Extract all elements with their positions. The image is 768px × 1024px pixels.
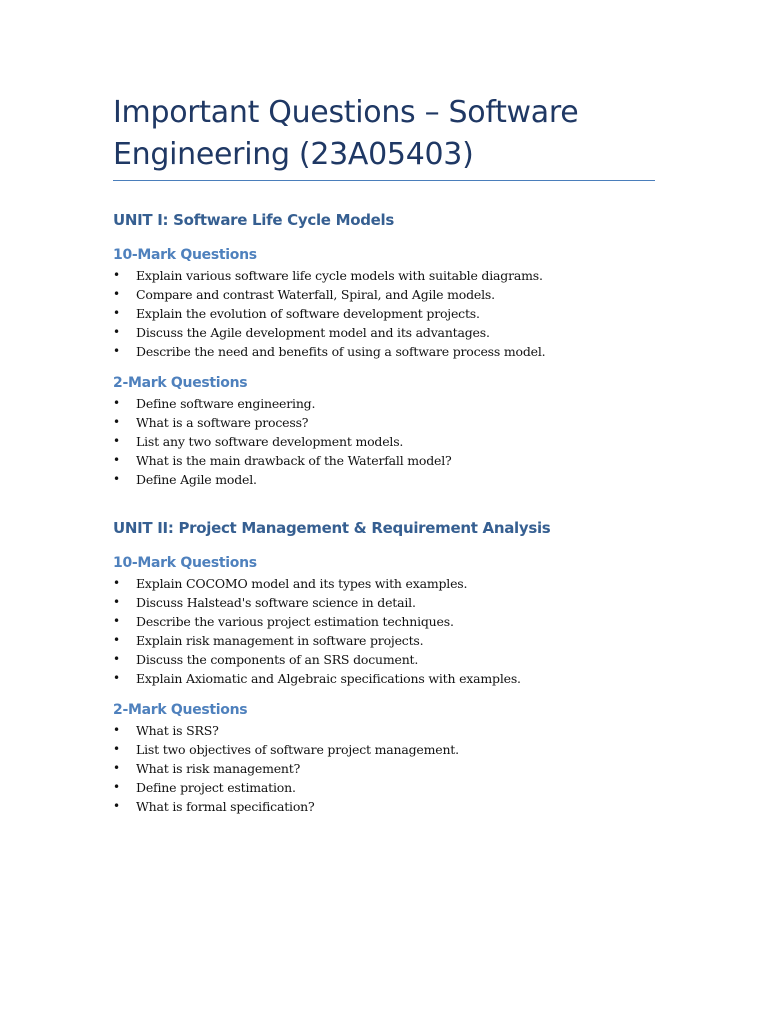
- title-line-1: Important Questions – Software: [113, 95, 579, 130]
- list-item: [113, 650, 655, 669]
- list-item: [113, 574, 655, 593]
- document-page: [113, 92, 655, 816]
- question-text: Discuss Halstead's software science in detail.: [136, 595, 416, 610]
- question-text: What is SRS?: [136, 723, 219, 738]
- list-item: [113, 669, 655, 688]
- unit-heading: UNIT I: Software Life Cycle Models: [113, 211, 394, 229]
- bullet-icon: •: [113, 780, 120, 794]
- subsection-heading: 10-Mark Questions: [113, 555, 257, 571]
- list-item: [113, 470, 655, 489]
- question-text: Define project estimation.: [136, 780, 296, 795]
- question-text: Explain risk management in software projects.: [136, 633, 424, 648]
- list-item: [113, 323, 655, 342]
- subsection-heading: 10-Mark Questions: [113, 247, 257, 263]
- list-item: [113, 266, 655, 285]
- bullet-icon: •: [113, 287, 120, 301]
- bullet-icon: •: [113, 742, 120, 756]
- subsection-heading: 2-Mark Questions: [113, 375, 248, 391]
- question-text: Discuss the Agile development model and its advantages.: [136, 325, 490, 340]
- unit-1-section: [113, 211, 655, 489]
- question-text: Explain COCOMO model and its types with examples.: [136, 576, 468, 591]
- bullet-icon: •: [113, 453, 120, 467]
- question-text: Compare and contrast Waterfall, Spiral, and Agile models.: [136, 287, 495, 302]
- question-list: [113, 394, 655, 489]
- question-text: What is formal specification?: [136, 799, 315, 814]
- question-text: Explain various software life cycle models with suitable diagrams.: [136, 268, 543, 283]
- bullet-icon: •: [113, 633, 120, 647]
- list-item: [113, 631, 655, 650]
- unit-1-two-mark-section: [113, 375, 655, 489]
- bullet-icon: •: [113, 576, 120, 590]
- bullet-icon: •: [113, 761, 120, 775]
- list-item: [113, 432, 655, 451]
- list-item: [113, 413, 655, 432]
- question-text: What is the main drawback of the Waterfall model?: [136, 453, 452, 468]
- list-item: [113, 740, 655, 759]
- list-item: [113, 342, 655, 361]
- list-item: [113, 797, 655, 816]
- unit-2-two-mark-section: [113, 702, 655, 816]
- bullet-icon: •: [113, 396, 120, 410]
- bullet-icon: •: [113, 595, 120, 609]
- bullet-icon: •: [113, 268, 120, 282]
- question-text: Describe the various project estimation techniques.: [136, 614, 454, 629]
- list-item: [113, 612, 655, 631]
- unit-1-ten-mark-section: [113, 247, 655, 361]
- list-item: [113, 593, 655, 612]
- list-item: [113, 721, 655, 740]
- unit-2-section: [113, 519, 655, 816]
- title-line-2: Engineering (23A05403): [113, 137, 474, 172]
- page-title: [113, 92, 655, 176]
- bullet-icon: •: [113, 671, 120, 685]
- bullet-icon: •: [113, 325, 120, 339]
- question-text: List two objectives of software project management.: [136, 742, 459, 757]
- question-text: Explain Axiomatic and Algebraic specifications with examples.: [136, 671, 521, 686]
- question-list: [113, 266, 655, 361]
- bullet-icon: •: [113, 415, 120, 429]
- question-text: What is risk management?: [136, 761, 301, 776]
- unit-heading: UNIT II: Project Management & Requirement Analysis: [113, 519, 551, 537]
- question-text: List any two software development models.: [136, 434, 404, 449]
- bullet-icon: •: [113, 306, 120, 320]
- list-item: [113, 778, 655, 797]
- question-text: Describe the need and benefits of using a software process model.: [136, 344, 546, 359]
- question-text: Discuss the components of an SRS document.: [136, 652, 419, 667]
- question-text: What is a software process?: [136, 415, 309, 430]
- bullet-icon: •: [113, 434, 120, 448]
- question-text: Define Agile model.: [136, 472, 257, 487]
- bullet-icon: •: [113, 344, 120, 358]
- bullet-icon: •: [113, 614, 120, 628]
- list-item: [113, 759, 655, 778]
- question-list: [113, 721, 655, 816]
- bullet-icon: •: [113, 472, 120, 486]
- list-item: [113, 304, 655, 323]
- bullet-icon: •: [113, 652, 120, 666]
- list-item: [113, 451, 655, 470]
- question-text: Explain the evolution of software development projects.: [136, 306, 480, 321]
- list-item: [113, 394, 655, 413]
- title-divider: [113, 180, 655, 181]
- bullet-icon: •: [113, 723, 120, 737]
- unit-2-ten-mark-section: [113, 555, 655, 688]
- list-item: [113, 285, 655, 304]
- bullet-icon: •: [113, 799, 120, 813]
- subsection-heading: 2-Mark Questions: [113, 702, 248, 718]
- question-text: Define software engineering.: [136, 396, 316, 411]
- question-list: [113, 574, 655, 688]
